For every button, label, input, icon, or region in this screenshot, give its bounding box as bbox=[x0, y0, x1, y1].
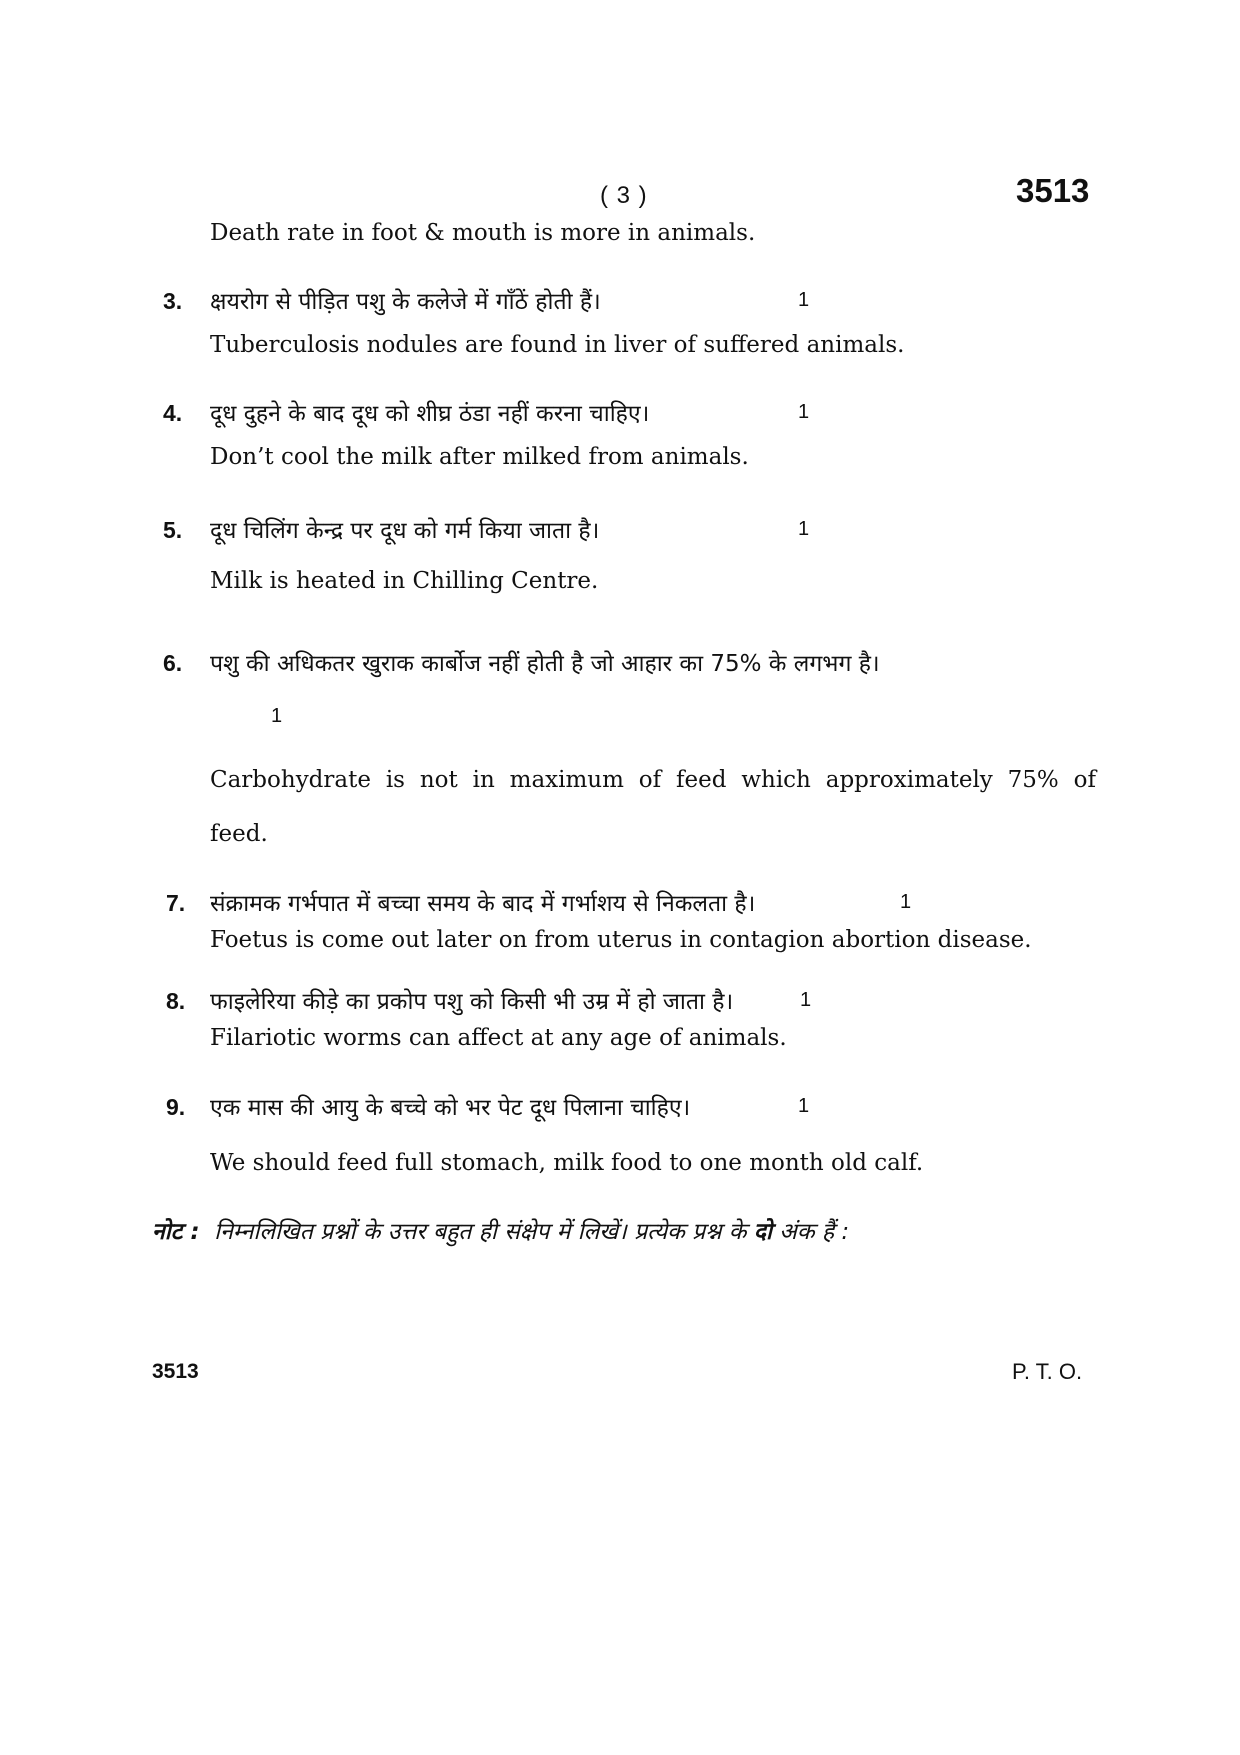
question-marks: 1 bbox=[798, 289, 810, 311]
question-marks: 1 bbox=[271, 705, 283, 727]
note-text-end: अंक हैं : bbox=[779, 1219, 850, 1245]
question-english: Foetus is come out later on from uterus in contagion abortion disease. bbox=[210, 927, 1032, 953]
question-marks: 1 bbox=[798, 401, 810, 423]
question-english: Filariotic worms can affect at any age of animals. bbox=[210, 1025, 787, 1051]
question-number: 9. bbox=[166, 1094, 186, 1120]
instruction-note bbox=[152, 1214, 849, 1246]
continuation-text: Death rate in foot & mouth is more in animals. bbox=[210, 220, 756, 246]
pto-label: P. T. O. bbox=[1012, 1359, 1083, 1384]
question-english: Tuberculosis nodules are found in liver of suffered animals. bbox=[210, 332, 905, 358]
question-number: 5. bbox=[163, 517, 183, 543]
question-number: 6. bbox=[163, 650, 183, 676]
question-hindi: क्षयरोग से पीड़ित पशु के कलेजे में गाँठें होती हैं। bbox=[210, 289, 601, 315]
question-marks: 1 bbox=[798, 1095, 810, 1117]
question-number: 4. bbox=[163, 400, 183, 426]
question-english: Milk is heated in Chilling Centre. bbox=[210, 568, 599, 594]
note-label: नोट : bbox=[152, 1219, 200, 1245]
question-hindi: फाइलेरिया कीड़े का प्रकोप पशु को किसी भी उम्र में हो जाता है। bbox=[210, 989, 734, 1015]
page-number: ( 3 ) bbox=[600, 182, 648, 209]
question-marks: 1 bbox=[900, 891, 912, 913]
question-english-line-1: Carbohydrate is not in maximum of feed which approximately 75% of bbox=[210, 767, 1096, 793]
question-number: 3. bbox=[163, 288, 183, 314]
question-hindi: दूध चिलिंग केन्द्र पर दूध को गर्म किया जाता है। bbox=[210, 518, 600, 544]
note-text: निम्नलिखित प्रश्नों के उत्तर बहुत ही संक्षेप में लिखें। प्रत्येक प्रश्न के bbox=[214, 1219, 747, 1245]
paper-code-footer: 3513 bbox=[152, 1360, 199, 1383]
question-hindi: दूध दुहने के बाद दूध को शीघ्र ठंडा नहीं करना चाहिए। bbox=[210, 401, 650, 427]
note-bold-word: दो bbox=[753, 1219, 772, 1245]
question-english: Don’t cool the milk after milked from animals. bbox=[210, 444, 749, 470]
question-marks: 1 bbox=[798, 518, 810, 540]
question-english: We should feed full stomach, milk food to one month old calf. bbox=[210, 1150, 924, 1176]
question-hindi: एक मास की आयु के बच्चे को भर पेट दूध पिलाना चाहिए। bbox=[210, 1095, 691, 1121]
question-hindi: संक्रामक गर्भपात में बच्चा समय के बाद में गर्भाशय से निकलता है। bbox=[210, 891, 756, 917]
question-number: 7. bbox=[166, 890, 186, 916]
question-marks: 1 bbox=[800, 989, 812, 1011]
question-number: 8. bbox=[166, 988, 186, 1014]
question-english-line-2: feed. bbox=[210, 821, 268, 847]
paper-code-top: 3513 bbox=[1016, 172, 1090, 209]
question-hindi: पशु की अधिकतर खुराक कार्बोज नहीं होती है जो आहार का 75% के लगभग है। bbox=[210, 651, 880, 677]
